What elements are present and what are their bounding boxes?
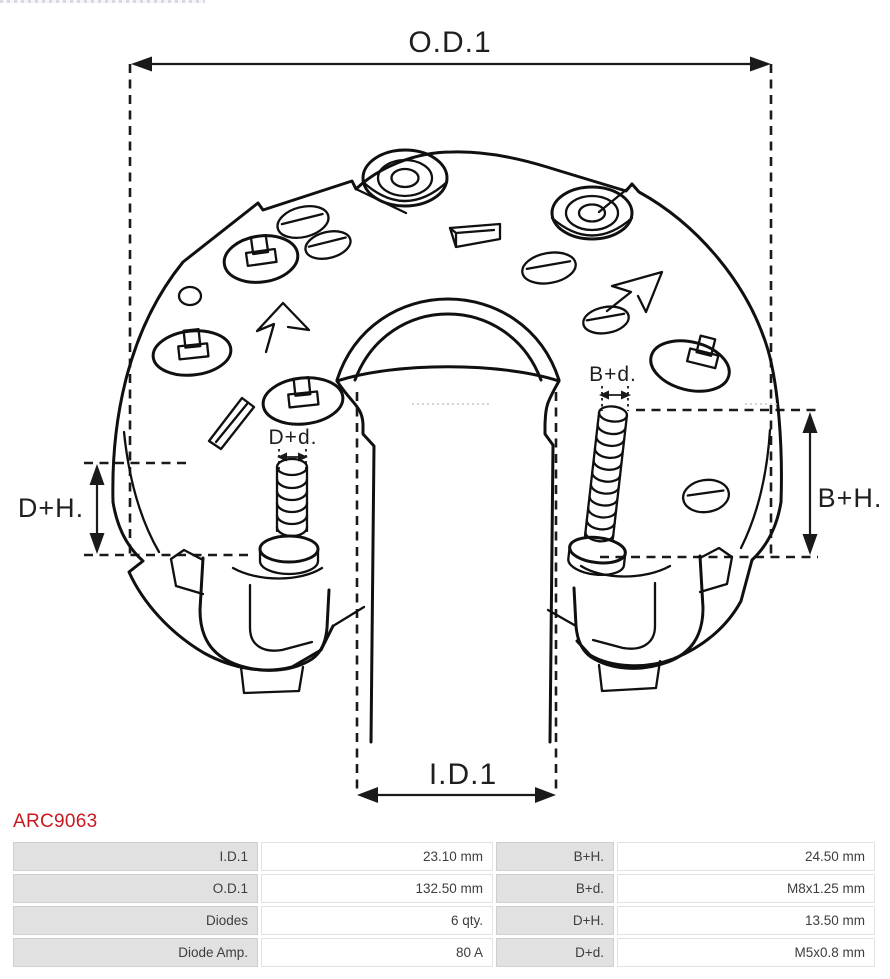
dimension-dplus-h: [18, 463, 252, 555]
od1-arrow-right-icon: [750, 57, 771, 72]
id1-dim-label: I.D.1: [428, 758, 498, 791]
dplus-d-dim-label: D+d.: [268, 426, 318, 449]
dimension-bplus-h: [600, 410, 882, 557]
bplus-h-dim-label: B+H.: [817, 483, 883, 513]
spec-label-bplus-d: B+d.: [496, 874, 614, 903]
central-tube: [337, 299, 780, 742]
dplus-h-arrow-down-icon: [90, 533, 105, 554]
rectifier-body: [113, 150, 782, 742]
spec-value-id1: 23.10 mm: [261, 842, 493, 871]
spec-table: [10, 839, 878, 970]
slot-lower-left: [209, 398, 254, 449]
oval-vent-2: [303, 227, 354, 263]
bplus-h-arrow-down-icon: [803, 534, 818, 555]
spec-value-diode-amp: 80 A: [261, 938, 493, 967]
spec-label-od1: O.D.1: [13, 874, 258, 903]
inner-rim-right: [741, 430, 770, 548]
diode-2: [151, 326, 233, 379]
dimension-id1: [357, 392, 556, 803]
bplus-h-arrow-up-icon: [803, 412, 818, 433]
spec-value-bplus-d: M8x1.25 mm: [617, 874, 875, 903]
right-lug: [574, 548, 732, 691]
stamped-arrow-left-icon: [257, 303, 309, 352]
slot-top-center: [450, 224, 500, 247]
part-number: ARC9063: [13, 811, 98, 832]
small-hole: [179, 287, 201, 305]
connector-left: [333, 607, 364, 626]
spec-value-bplus-h: 24.50 mm: [617, 842, 875, 871]
tube-left-edge: [337, 381, 374, 742]
od1-dim-label: O.D.1: [408, 26, 492, 59]
spec-label-diode-amp: Diode Amp.: [13, 938, 258, 967]
bplus-d-arrow-left-icon: [599, 391, 609, 400]
spec-row-4: [13, 938, 875, 967]
spec-label-dplus-h: D+H.: [496, 906, 614, 935]
od1-arrow-left-icon: [131, 57, 152, 72]
spec-label-id1: I.D.1: [13, 842, 258, 871]
collar-front-arc: [337, 367, 559, 381]
diode-3: [261, 374, 345, 428]
outer-outline: [113, 152, 782, 502]
diode-1: [221, 231, 301, 287]
spec-label-dplus-d: D+d.: [496, 938, 614, 967]
oval-vent-1: [274, 201, 332, 243]
oval-vent-5: [681, 477, 731, 515]
terminal-boss-b: [552, 187, 632, 239]
spec-row-3: [13, 906, 875, 935]
id1-arrow-right-icon: [535, 787, 556, 803]
oval-vent-3: [520, 249, 578, 288]
spec-label-bplus-h: B+H.: [496, 842, 614, 871]
dimension-bplus-d: [589, 363, 637, 411]
id1-arrow-left-icon: [357, 787, 378, 803]
spec-value-diodes: 6 qty.: [261, 906, 493, 935]
oval-vent-4: [581, 303, 631, 337]
diode-4: [645, 325, 736, 399]
bplus-d-dim-label: B+d.: [589, 363, 637, 386]
dplus-stud: [260, 459, 318, 574]
terminal-boss-a: [363, 150, 447, 206]
dplus-h-arrow-up-icon: [90, 464, 105, 485]
spec-row-1: [13, 842, 875, 871]
spec-label-diodes: Diodes: [13, 906, 258, 935]
bplus-stud: [567, 403, 642, 577]
dimension-od1: [130, 26, 771, 560]
spec-value-dplus-h: 13.50 mm: [617, 906, 875, 935]
spec-row-2: [13, 874, 875, 903]
dimension-dplus-d: [269, 426, 318, 473]
bplus-d-arrow-right-icon: [621, 391, 631, 400]
dplus-h-dim-label: D+H.: [17, 493, 85, 523]
spec-value-dplus-d: M5x0.8 mm: [617, 938, 875, 967]
spec-value-od1: 132.50 mm: [261, 874, 493, 903]
